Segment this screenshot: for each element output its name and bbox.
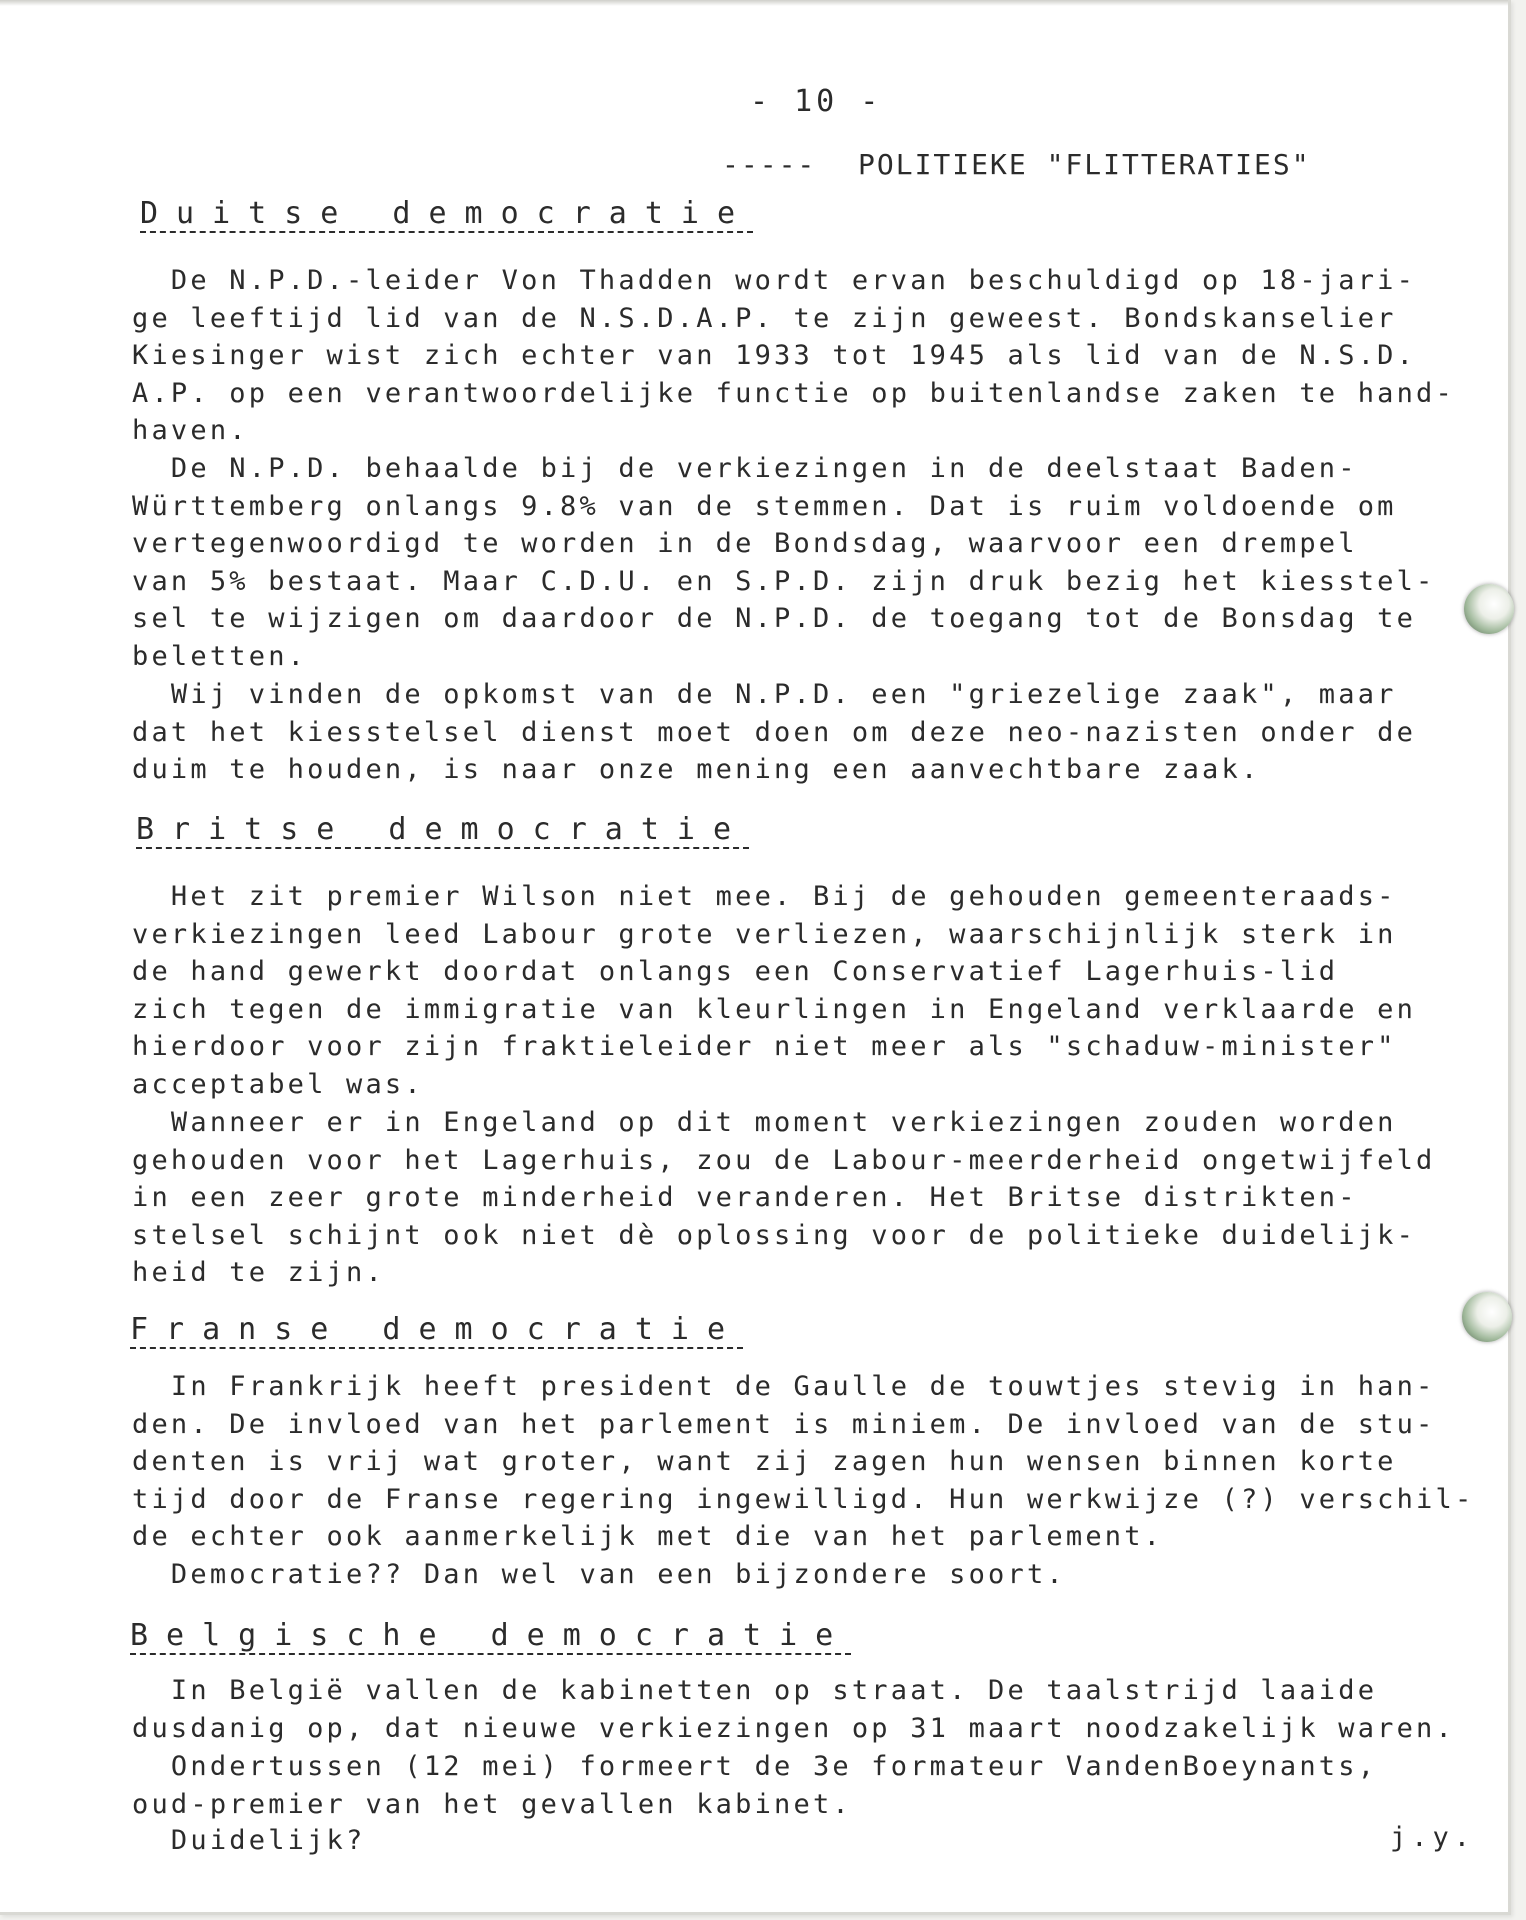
column-title-dashes: -----: [722, 148, 817, 181]
paragraph-duitse-3: Wij vinden de opkomst van de N.P.D. een "griezelige zaak", maar dat het kiesstelsel dienst moet doen om deze neo-nazisten onder de duim te houden, is naar onze mening een aanvechtbare zaak.: [132, 679, 1417, 785]
column-title-text: POLITIEKE "FLITTERATIES": [858, 148, 1311, 181]
page-top-edge: [0, 0, 1508, 6]
paragraph-franse-2: Democratie?? Dan wel van een bijzondere soort.: [132, 1559, 1066, 1590]
paragraph-belgische-1: In België vallen de kabinetten op straat. De taalstrijd laaide dusdanig op, dat nieuwe verkiezingen op 31 maart noodzakelijk waren.: [132, 1675, 1455, 1744]
paragraph-britse-2: Wanneer er in Engeland op dit moment verkiezingen zouden worden gehouden voor het Lagerhuis, zou de Labour-meerderheid ongetwijfeld in een zeer grote minderheid veranderen. Het Britse distrikten- stelsel schijnt ook niet dè oplossing voor de politieke duidelijk- heid te zijn.: [132, 1107, 1436, 1288]
section-heading-britse: Britse democratie: [136, 812, 750, 847]
author-signature: j.y.: [1390, 1822, 1476, 1853]
paragraph-belgische-2: Ondertussen (12 mei) formeert de 3e formateur VandenBoeynants, oud-premier van het gevallen kabinet.: [132, 1751, 1378, 1820]
paragraph-duitse-2: De N.P.D. behaalde bij de verkiezingen in de deelstaat Baden- Württemberg onlangs 9.8% van de stemmen. Dat is ruim voldoende om vertegenwoordigd te worden in de Bondsdag, waarvoor een drempel van 5% bestaat. Maar C.D.U. en S.P.D. zijn druk bezig het kiesstel- sel te wijzigen om daardoor de N.P.D. de toegang tot de Bonsdag te beletten.: [132, 453, 1436, 672]
section-heading-belgische: Belgische democratie: [130, 1618, 852, 1653]
paragraph-franse-1: In Frankrijk heeft president de Gaulle de touwtjes stevig in han- den. De invloed van het parlement is miniem. De invloed van de stu- denten is vrij wat groter, want zij zagen hun wensen binnen korte tijd door de Franse regering ingewilligd. Hun werkwijze (?) verschil- de echter ook aanmerkelijk met die van het parlement.: [132, 1371, 1475, 1552]
section-heading-franse: Franse democratie: [130, 1312, 744, 1347]
paragraph-duitse-1: De N.P.D.-leider Von Thadden wordt ervan beschuldigd op 18-jari- ge leeftijd lid van de N.S.D.A.P. te zijn geweest. Bondskanselier Kiesinger wist zich echter van 1933 tot 1945 als lid van de N.S.D. A.P. op een verantwoordelijke functie op buitenlandse zaken te hand- haven.: [132, 265, 1455, 446]
paragraph-britse-1: Het zit premier Wilson niet mee. Bij de gehouden gemeenteraads- verkiezingen leed Labour grote verliezen, waarschijnlijk sterk in de hand gewerkt doordat onlangs een Conservatief Lagerhuis-lid zich tegen de immigratie van kleurlingen in Engeland verklaarde en hierdoor voor zijn fraktieleider niet meer als "schaduw-minister" acceptabel was.: [132, 881, 1417, 1100]
column-title: [722, 148, 1311, 280]
binder-hole-bottom: [1462, 1292, 1512, 1342]
section-heading-duitse: Duitse democratie: [140, 196, 754, 231]
binder-hole-top: [1464, 584, 1514, 634]
page-number: - 10 -: [750, 84, 883, 119]
paragraph-belgische-3: Duidelijk?: [132, 1825, 366, 1856]
